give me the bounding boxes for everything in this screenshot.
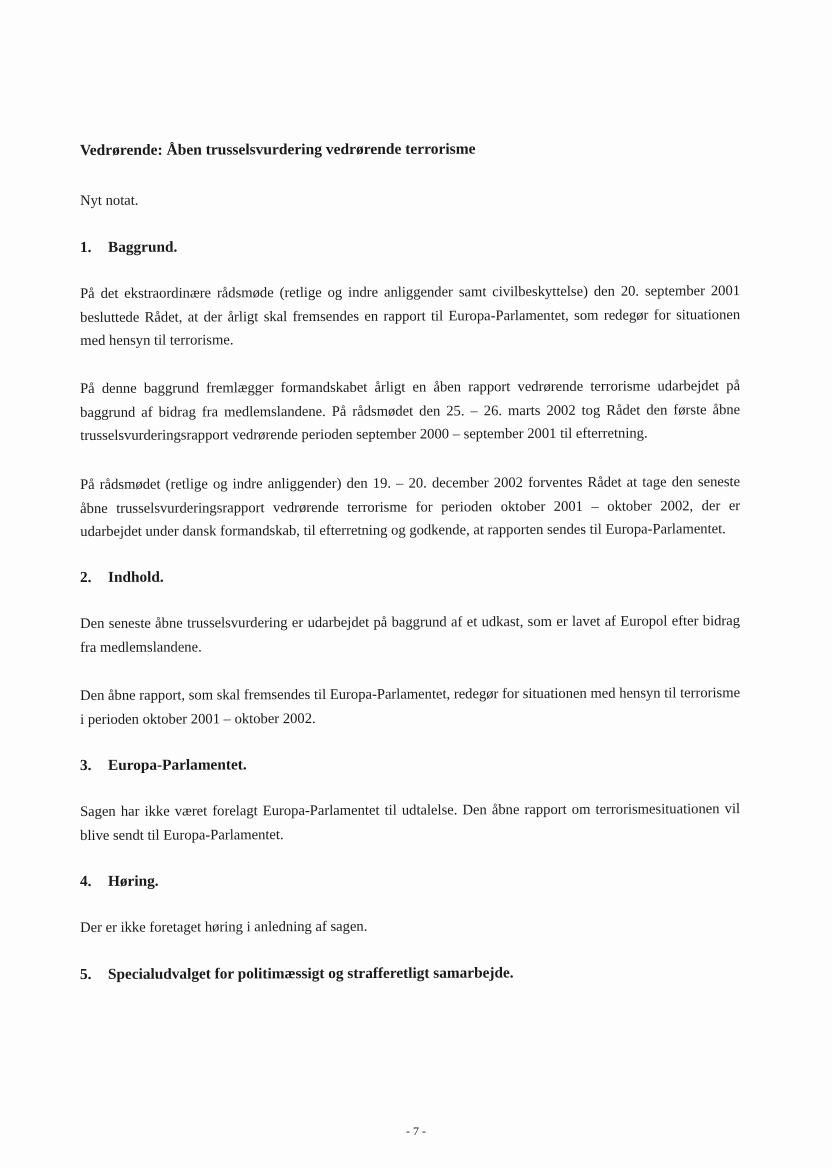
paragraph: På det ekstraordinære rådsmøde (retlige og indre anliggender samt civilbeskyttelse) den 20. september 2001 besluttede Rådet, at der årligt skal fremsendes en rapport til Europa-Parlamentet, som redegør for situationen med hensyn til terrorisme. <box>80 282 741 349</box>
paragraph: På denne baggrund fremlægger formandskabet årligt en åben rapport vedrørende terrorisme udarbejdet på baggrund af bidrag fra medlemslandene. På rådsmødet den 25. – 26. marts 2002 tog Rådet den første åbne trusselsvurderingsrapport vedrørende perioden september 2000 – september 2001 til efterretning. <box>80 378 741 444</box>
section-heading-1 <box>80 236 740 256</box>
section-title: Baggrund. <box>107 238 178 256</box>
paragraph: Den seneste åbne trusselsvurdering er udarbejdet på baggrund af et udkast, som er lavet af Europol efter bidrag fra medlemslandene. <box>80 613 741 656</box>
document-title: Vedrørende: Åben trusselsvurdering vedrørende terrorisme <box>79 140 476 159</box>
section-number: 2. <box>79 568 92 586</box>
section-heading-2 <box>80 567 740 587</box>
section-title: Indhold. <box>107 568 164 586</box>
paragraph: På rådsmødet (retlige og indre anliggender) den 19. – 20. december 2002 forventes Rådet at tage den seneste åbne trusselsvurderingsrapport vedrørende terrorisme for perioden oktober 2001 – oktober 2002, der er udarbejdet under dansk formandskab, til efterretning og godkende, at rapporten sendes til Europa-Parlamentet. <box>80 473 741 540</box>
paragraph: Sagen har ikke været forelagt Europa-Parlamentet til udtalelse. Den åbne rapport om terrorismesituationen vil blive sendt til Europa-Parlamentet. <box>80 801 741 844</box>
section-title: Europa-Parlamentet. <box>107 756 247 774</box>
section-number: 3. <box>79 756 92 774</box>
section-title: Specialudvalget for politimæssigt og strafferetligt samarbejde. <box>107 963 514 983</box>
intro-text: Nyt notat. <box>80 192 139 209</box>
paragraph: Der er ikke foretaget høring i anledning af sagen. <box>80 918 368 936</box>
section-heading-5 <box>80 963 740 983</box>
section-number: 5. <box>79 965 92 983</box>
page-number: - 7 - <box>406 1124 426 1138</box>
section-number: 4. <box>79 872 92 890</box>
section-heading-3 <box>80 755 740 775</box>
section-heading-4 <box>80 871 740 891</box>
section-number: 1. <box>79 238 92 256</box>
document-body <box>80 142 740 1010</box>
section-title: Høring. <box>107 872 159 890</box>
paragraph: Den åbne rapport, som skal fremsendes til Europa-Parlamentet, redegør for situationen med hensyn til terrorisme i perioden oktober 2001 – oktober 2002. <box>80 685 741 728</box>
